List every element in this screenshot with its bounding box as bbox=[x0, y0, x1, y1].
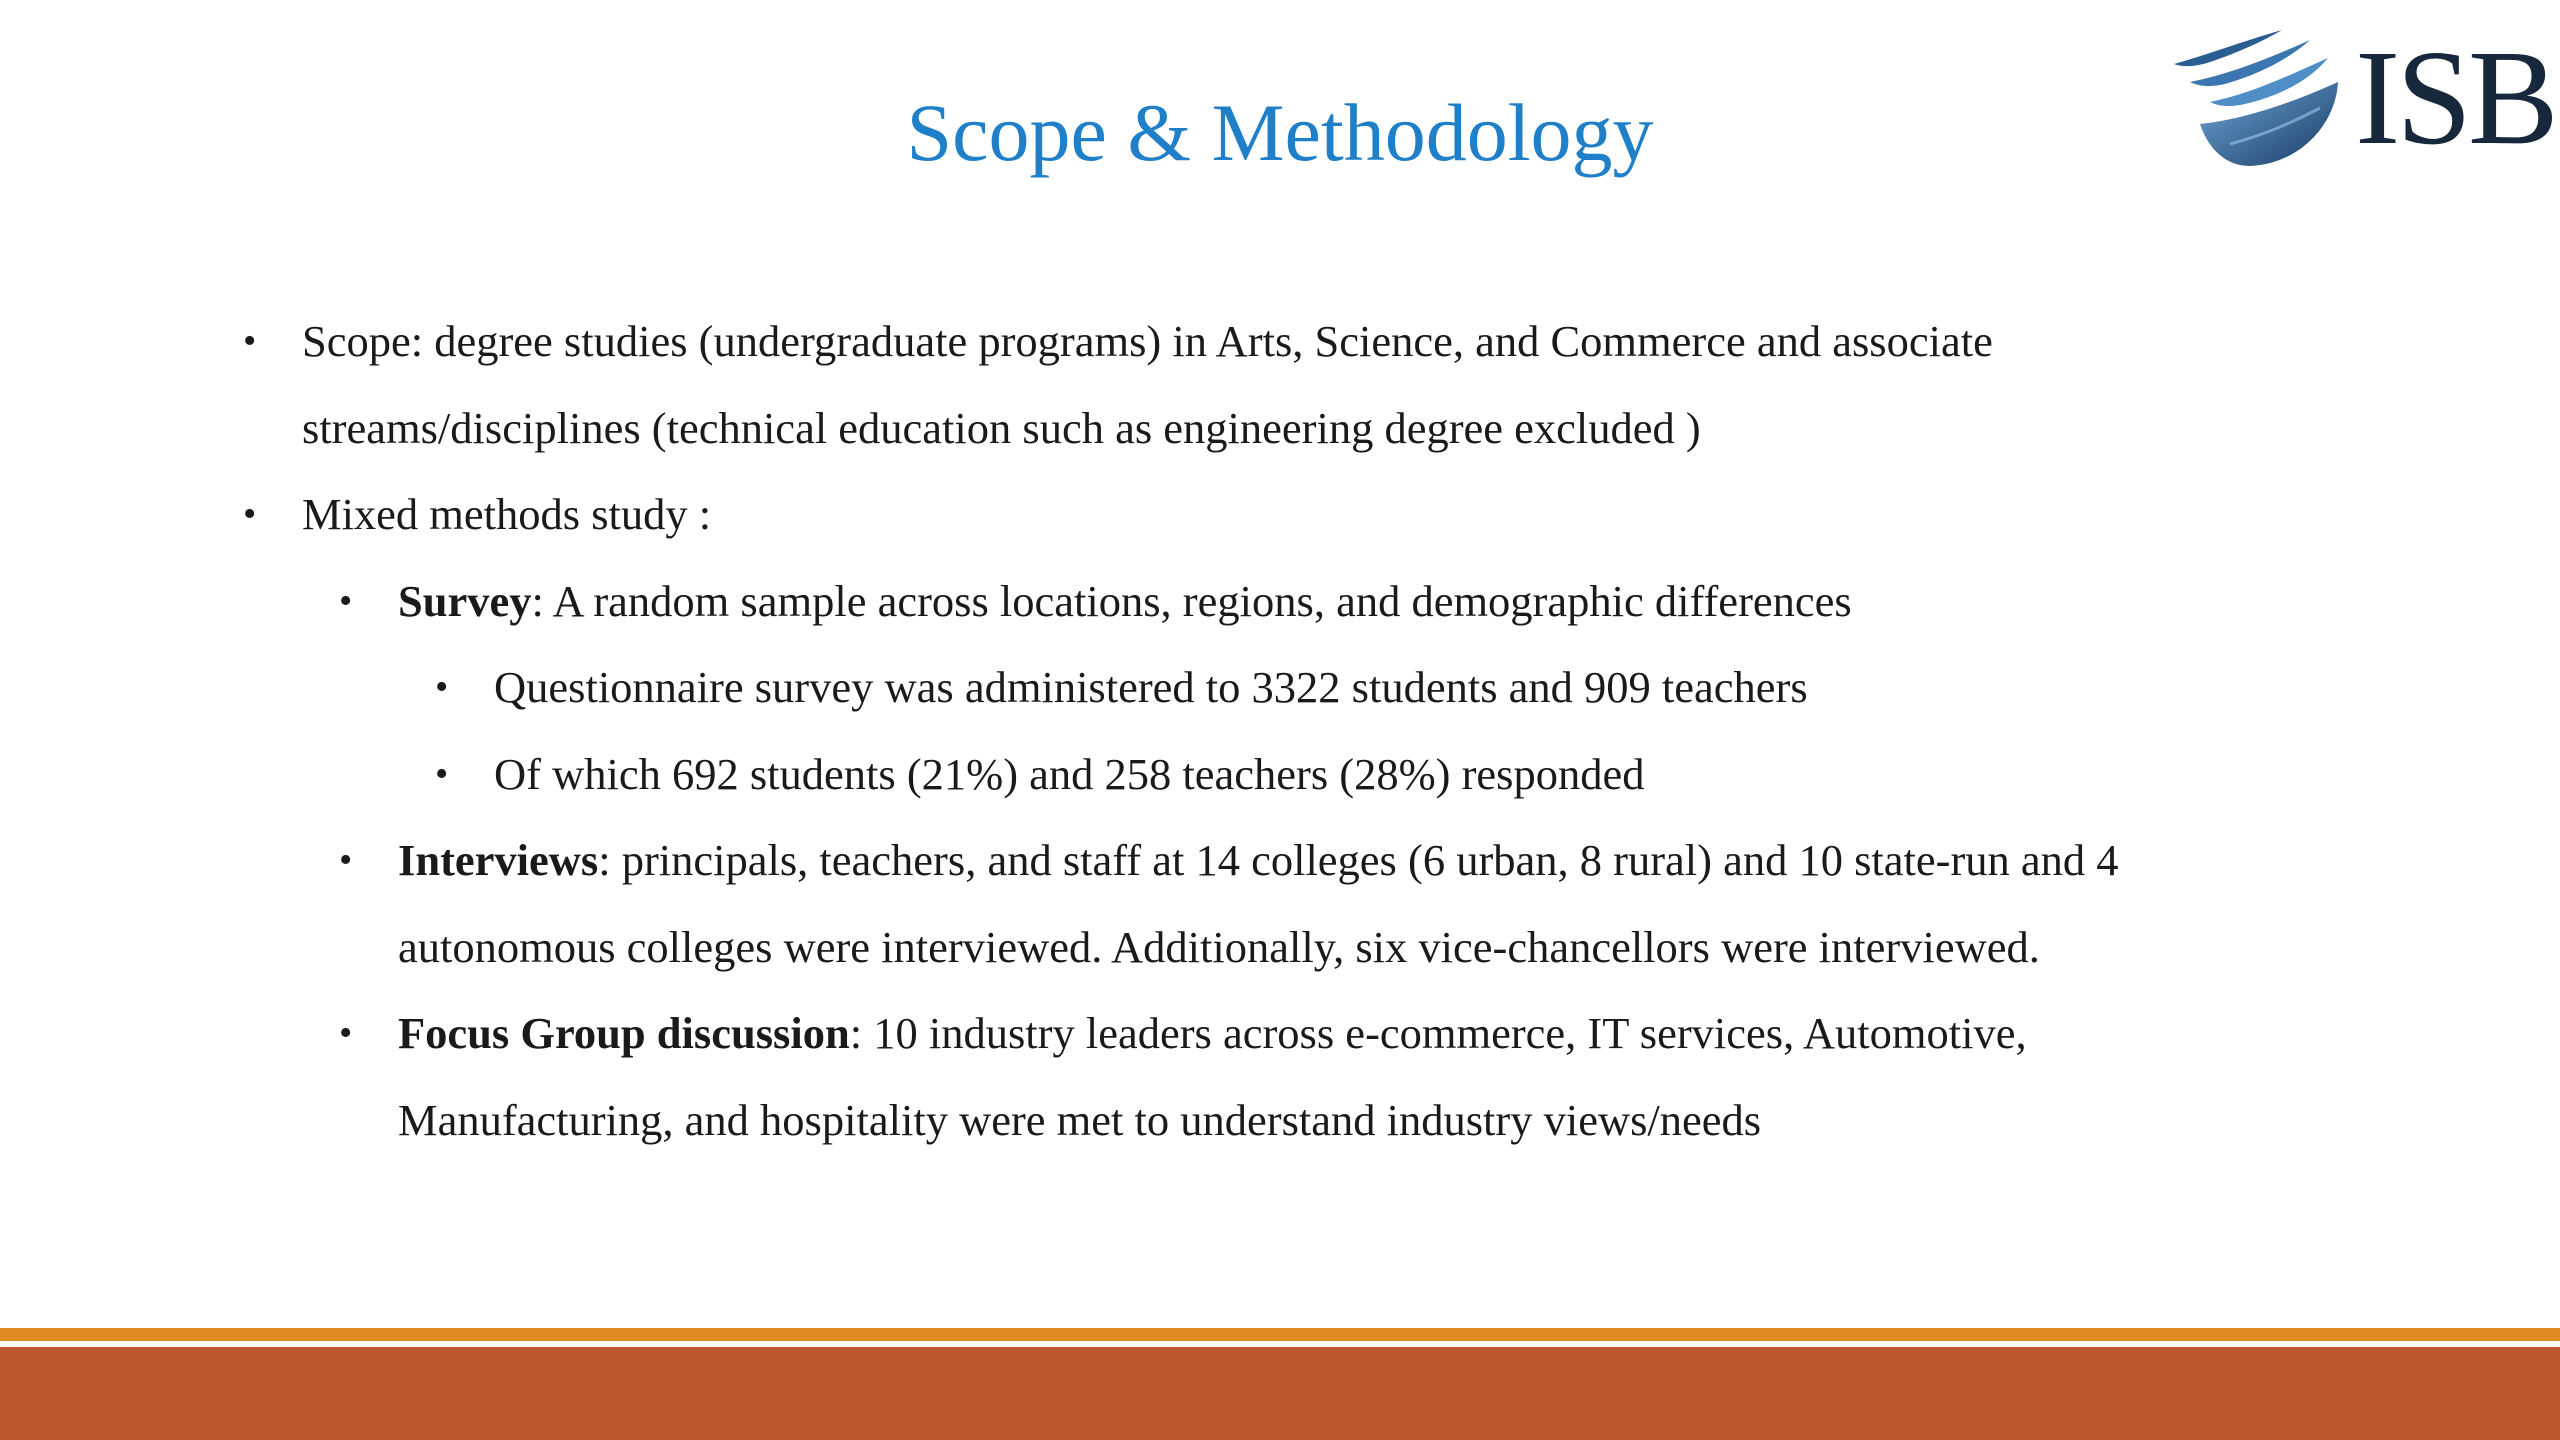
bullet-dot: • bbox=[339, 1012, 353, 1054]
bullet-scope bbox=[0, 298, 2560, 471]
isb-logo-icon bbox=[2170, 24, 2360, 174]
survey-label: Survey bbox=[398, 575, 532, 626]
focus-group-text-1: : 10 industry leaders across e-commerce, IT services, Automotive, bbox=[849, 1008, 2027, 1058]
focus-group-label: Focus Group discussion bbox=[398, 1008, 850, 1058]
bullet-mixed-methods bbox=[0, 471, 2560, 558]
bullet-survey-responded bbox=[0, 731, 2560, 818]
bullet-dot: • bbox=[243, 493, 257, 535]
survey-sub-2: Of which 692 students (21%) and 258 teachers (28%) responded bbox=[494, 748, 1645, 799]
survey-sub-1: Questionnaire survey was administered to 3322 students and 909 teachers bbox=[494, 662, 1808, 712]
bullet-survey bbox=[0, 558, 2560, 645]
bullet-list bbox=[0, 298, 2560, 1163]
scope-line-2: streams/disciplines (technical education such as engineering degree excluded ) bbox=[302, 402, 1701, 453]
slide-title: Scope & Methodology bbox=[906, 87, 1654, 178]
bullet-focus-group bbox=[0, 990, 2560, 1163]
bullet-dot: • bbox=[243, 320, 257, 362]
logo-wordmark: ISB bbox=[2355, 23, 2555, 173]
bullet-interviews bbox=[0, 817, 2560, 990]
interviews-text-2: autonomous colleges were interviewed. Additionally, six vice-chancellors were interviewed. bbox=[398, 921, 2040, 972]
scope-line-1: Scope: degree studies (undergraduate programs) in Arts, Science, and Commerce and associate bbox=[302, 316, 1993, 366]
footer-bar bbox=[0, 1347, 2560, 1440]
bullet-survey-administered bbox=[0, 644, 2560, 731]
footer-accent-bar bbox=[0, 1328, 2560, 1341]
bullet-dot: • bbox=[339, 579, 353, 622]
mixed-methods-text: Mixed methods study : bbox=[302, 489, 712, 539]
bullet-dot: • bbox=[435, 752, 449, 795]
focus-group-text-2: Manufacturing, and hospitality were met to understand industry views/needs bbox=[398, 1094, 1762, 1145]
interviews-text-1: : principals, teachers, and staff at 14 colleges (6 urban, 8 rural) and 10 state-run and 4 bbox=[598, 835, 2119, 885]
bullet-dot: • bbox=[339, 839, 353, 881]
isb-logo bbox=[2170, 23, 2555, 174]
bullet-dot: • bbox=[435, 666, 449, 708]
interviews-label: Interviews bbox=[398, 835, 599, 885]
survey-text: : A random sample across locations, regions, and demographic differences bbox=[531, 575, 1852, 626]
